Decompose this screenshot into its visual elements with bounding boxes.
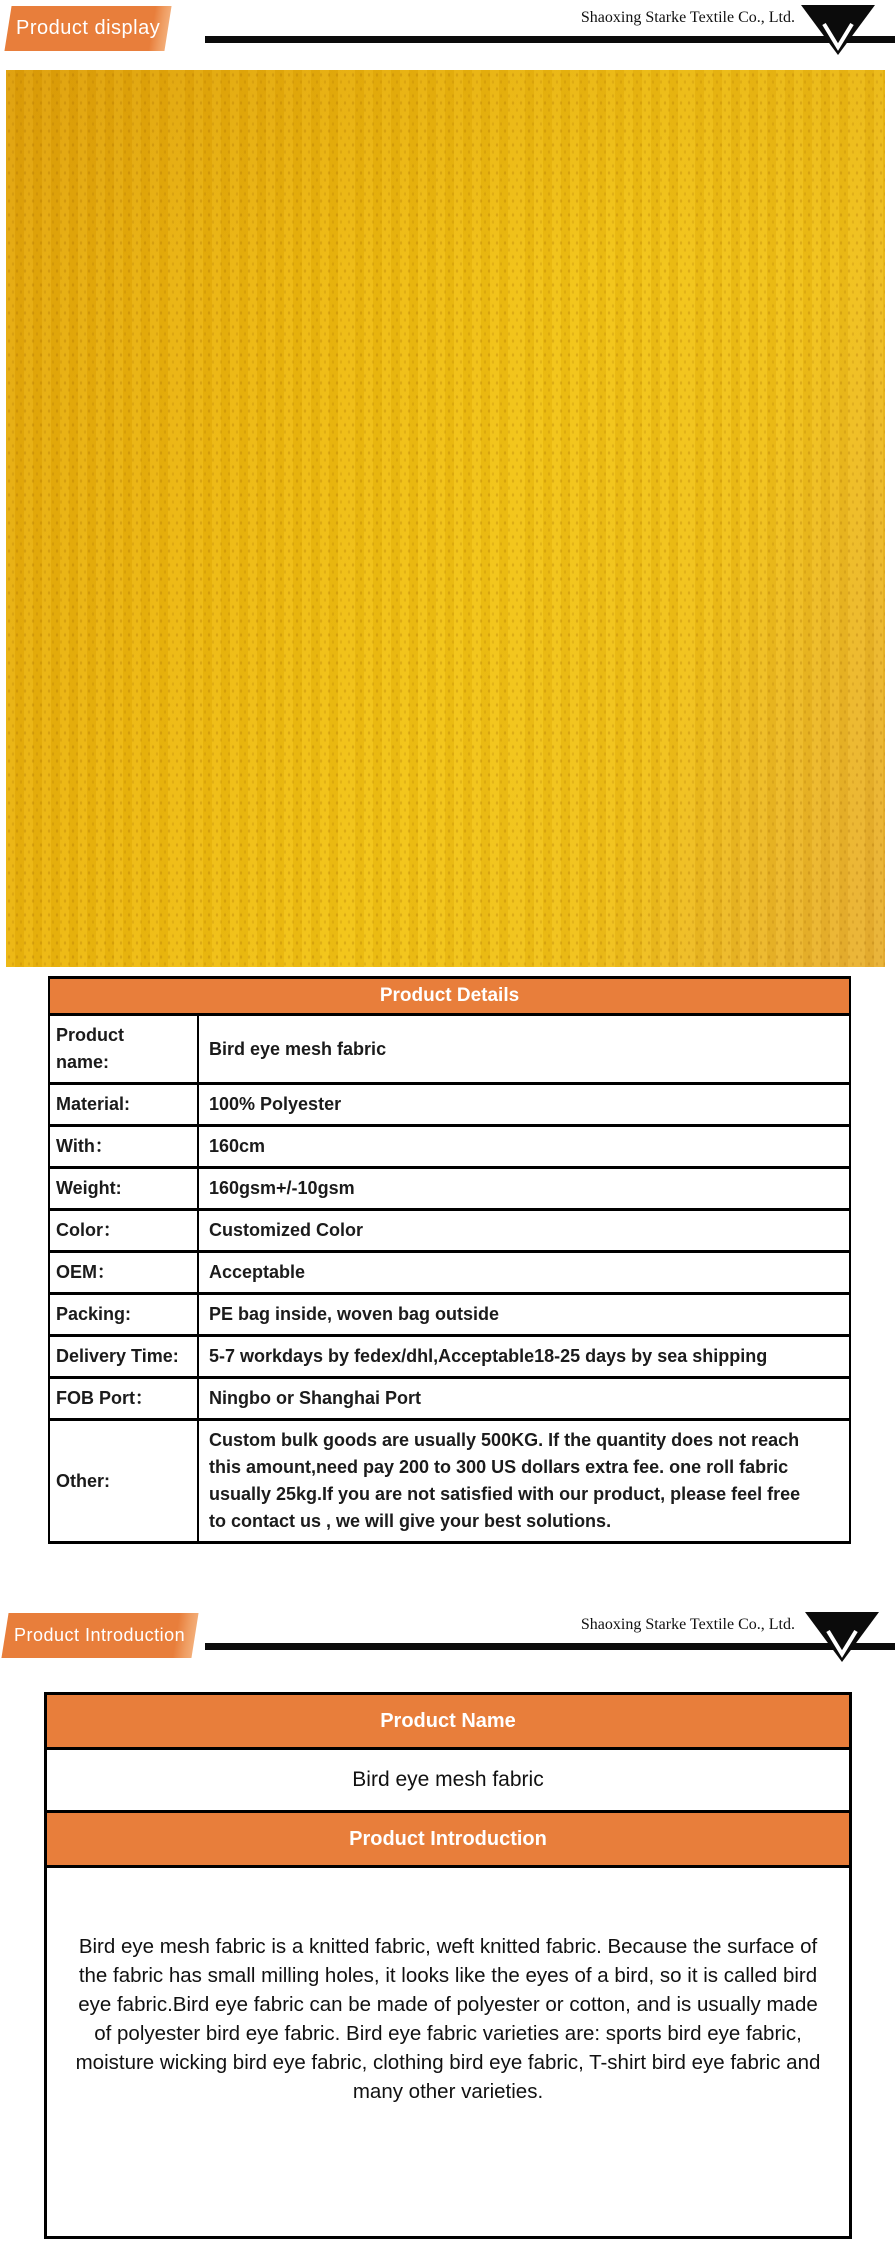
down-arrow-icon	[801, 5, 875, 55]
row-label: With：	[49, 1126, 198, 1168]
table-row	[49, 1252, 850, 1294]
table-row	[49, 1126, 850, 1168]
table-row	[49, 1210, 850, 1252]
table-header-row	[46, 1812, 851, 1867]
divider-line	[205, 1643, 895, 1650]
table-row	[49, 1015, 850, 1084]
table-row	[49, 1420, 850, 1543]
row-value: Ningbo or Shanghai Port	[198, 1378, 850, 1420]
table-row	[46, 1749, 851, 1812]
product-details-table	[48, 976, 851, 1544]
row-label: Weight:	[49, 1168, 198, 1210]
divider-line	[205, 36, 895, 43]
row-label: Material:	[49, 1084, 198, 1126]
row-label: Delivery Time:	[49, 1336, 198, 1378]
table-header-row	[49, 978, 850, 1015]
product-details-title: Product Details	[49, 978, 850, 1015]
company-name: Shaoxing Starke Textile Co., Ltd.	[580, 9, 795, 26]
row-value: 160cm	[198, 1126, 850, 1168]
row-label: Packing:	[49, 1294, 198, 1336]
product-introduction-text: Bird eye mesh fabric is a knitted fabric, weft knitted fabric. Because the surface of the fabric has small milling holes, it looks like the eyes of a bird, so it is called bird eye fabric.Bird eye fabric can be made of polyester or cotton, and is usually made of polyester bird eye fabric. Bird eye fabric varieties are: sports bird eye fabric, moisture wicking bird eye fabric, clothing bird eye fabric, T-shirt bird eye fabric and many other varieties.	[75, 1935, 821, 2103]
table-row	[49, 1168, 850, 1210]
table-row	[49, 1294, 850, 1336]
row-label: Product name:	[49, 1015, 198, 1084]
row-value: 100% Polyester	[198, 1084, 850, 1126]
product-name-header: Product Name	[46, 1694, 851, 1749]
product-introduction-table	[44, 1692, 852, 2239]
table-row	[49, 1084, 850, 1126]
table-header-row	[46, 1694, 851, 1749]
table-row	[49, 1378, 850, 1420]
row-label: Other:	[49, 1420, 198, 1543]
display-ribbon	[4, 6, 171, 51]
row-value: 160gsm+/-10gsm	[198, 1168, 850, 1210]
row-label: FOB Port：	[49, 1378, 198, 1420]
introduction-ribbon	[1, 1613, 198, 1658]
display-ribbon-label: Product display	[15, 17, 161, 39]
row-value: Bird eye mesh fabric	[198, 1015, 850, 1084]
down-arrow-icon	[805, 1612, 879, 1662]
introduction-ribbon-label: Product Introduction	[14, 1625, 186, 1645]
row-value: Customized Color	[198, 1210, 850, 1252]
product-name-value: Bird eye mesh fabric	[46, 1749, 851, 1812]
row-value: Custom bulk goods are usually 500KG. If the quantity does not reach this amount,need pay 200 to 300 US dollars extra fee. one roll fabric usually 25kg.If you are not satisfied with our product, please feel free to contact us , we will give your best solutions.	[198, 1420, 850, 1543]
row-value: Acceptable	[198, 1252, 850, 1294]
row-label: OEM：	[49, 1252, 198, 1294]
row-label: Color：	[49, 1210, 198, 1252]
display-section-header	[0, 0, 895, 62]
table-row	[49, 1336, 850, 1378]
table-row	[46, 1867, 851, 2238]
company-name: Shaoxing Starke Textile Co., Ltd.	[580, 1616, 795, 1633]
fabric-photo	[6, 70, 885, 967]
row-value: PE bag inside, woven bag outside	[198, 1294, 850, 1336]
product-introduction-header: Product Introduction	[46, 1812, 851, 1867]
introduction-section-header	[0, 1607, 895, 1669]
row-value: 5-7 workdays by fedex/dhl,Acceptable18-25 days by sea shipping	[198, 1336, 850, 1378]
